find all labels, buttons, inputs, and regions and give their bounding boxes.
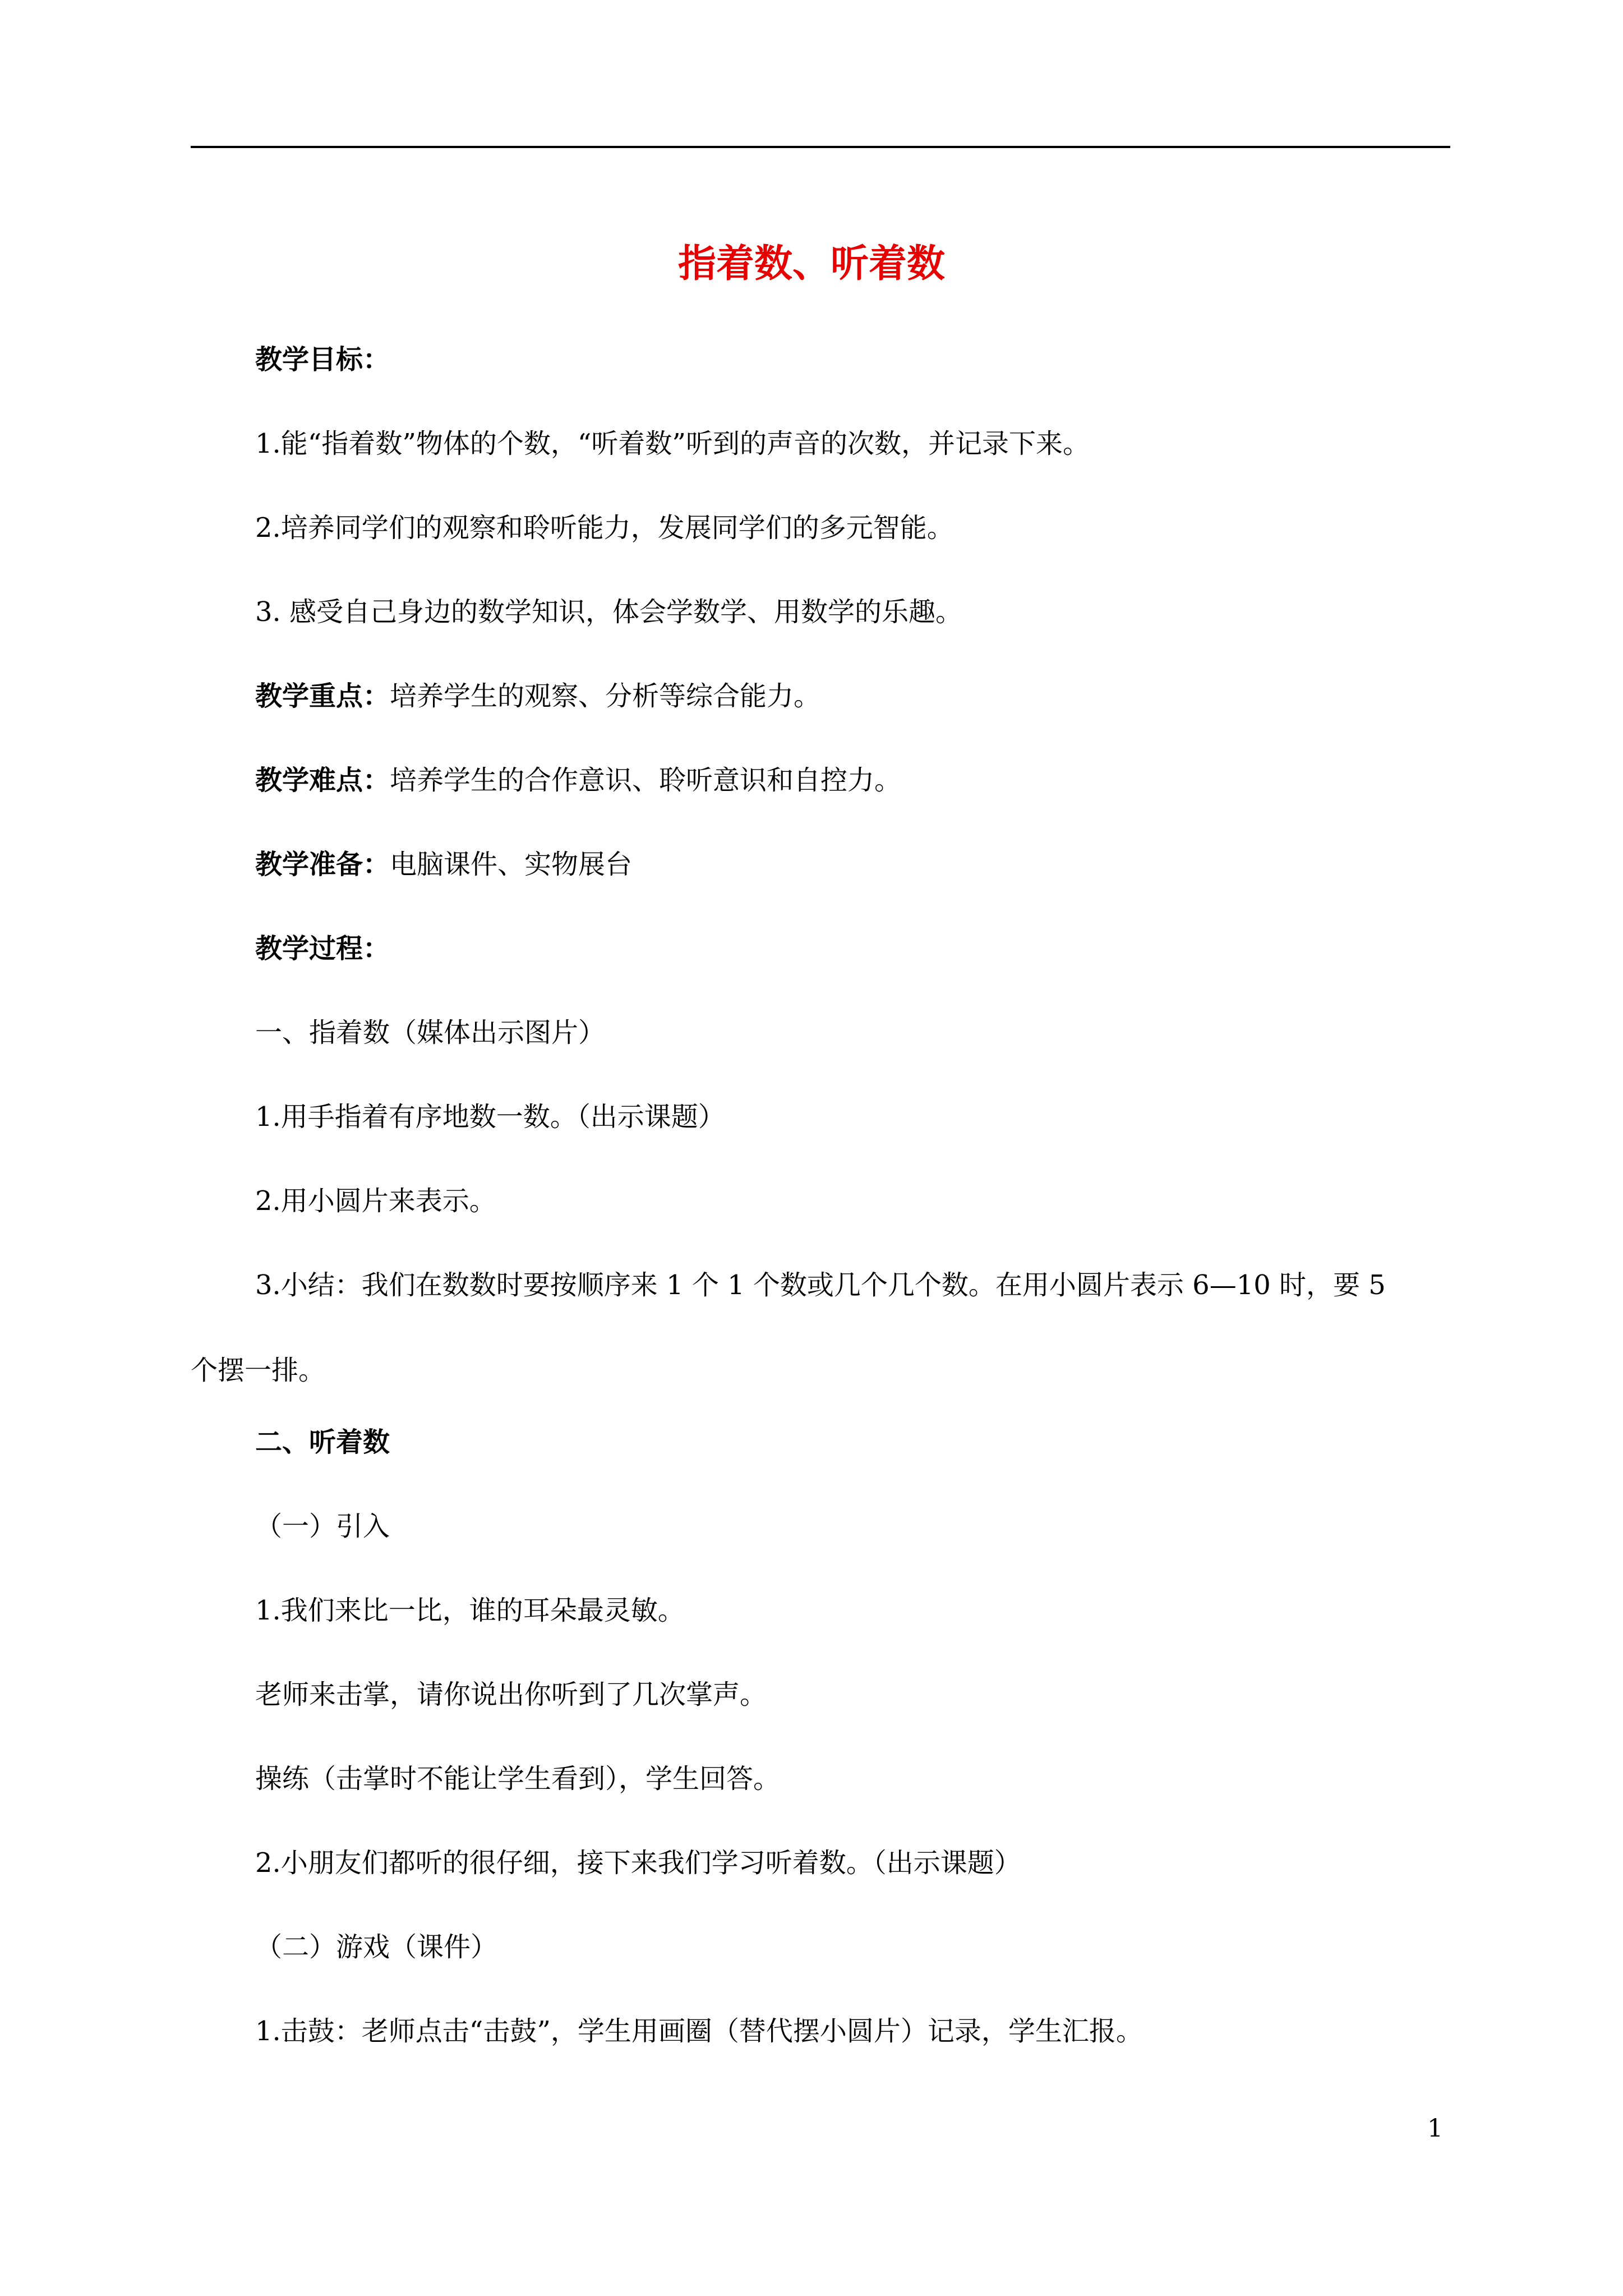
section2-heading: 二、听着数 <box>255 1427 390 1458</box>
difficulty-label: 教学难点： <box>255 765 390 796</box>
preparation <box>255 844 632 885</box>
part1-item-1: 1.我们来比一比，谁的耳朵最灵敏。 <box>255 1595 685 1626</box>
part2-heading: （二）游戏（课件） <box>255 1931 498 1963</box>
goal-item-2: 2.培养同学们的观察和聆听能力，发展同学们的多元智能。 <box>255 512 954 544</box>
part1-heading: （一）引入 <box>255 1511 390 1542</box>
section1-heading: 一、指着数（媒体出示图片） <box>255 1017 606 1048</box>
section1-summary <box>191 1243 1450 1413</box>
difficulty <box>255 760 901 800</box>
section1-item-2: 2.用小圆片来表示。 <box>255 1185 496 1217</box>
preparation-label: 教学准备： <box>255 849 390 880</box>
key-point-label: 教学重点： <box>255 680 390 712</box>
process-heading: 教学过程： <box>255 933 390 964</box>
goals-heading: 教学目标： <box>255 344 390 375</box>
part2-item-1: 1.击鼓：老师点击“击鼓”，学生用画圈（替代摆小圆片）记录，学生汇报。 <box>255 2016 1143 2047</box>
preparation-text: 电脑课件、实物展台 <box>390 849 633 880</box>
goal-item-1: 1.能“指着数”物体的个数，“听着数”听到的声音的次数，并记录下来。 <box>255 428 1090 459</box>
part1-item-4: 2.小朋友们都听的很仔细，接下来我们学习听着数。（出示课题） <box>255 1847 1021 1879</box>
key-point <box>255 676 820 716</box>
goal-item-3: 3. 感受自己身边的数学知识，体会学数学、用数学的乐趣。 <box>255 596 963 628</box>
difficulty-text: 培养学生的合作意识、聆听意识和自控力。 <box>390 765 902 796</box>
section1-item-1: 1.用手指着有序地数一数。（出示课题） <box>255 1101 725 1133</box>
part1-item-2: 老师来击掌，请你说出你听到了几次掌声。 <box>255 1679 767 1710</box>
summary-line-2: 个摆一排。 <box>191 1355 326 1386</box>
key-point-text: 培养学生的观察、分析等综合能力。 <box>390 680 821 712</box>
summary-line-1: 3.小结：我们在数数时要按顺序来 1 个 1 个数或几个几个数。在用小圆片表示 6—10 时，要 5 <box>255 1269 1386 1301</box>
header-rule <box>191 146 1450 148</box>
page-title: 指着数、听着数 <box>677 241 945 286</box>
page-number: 1 <box>1427 2114 1443 2143</box>
part1-item-3: 操练（击掌时不能让学生看到），学生回答。 <box>255 1763 781 1795</box>
